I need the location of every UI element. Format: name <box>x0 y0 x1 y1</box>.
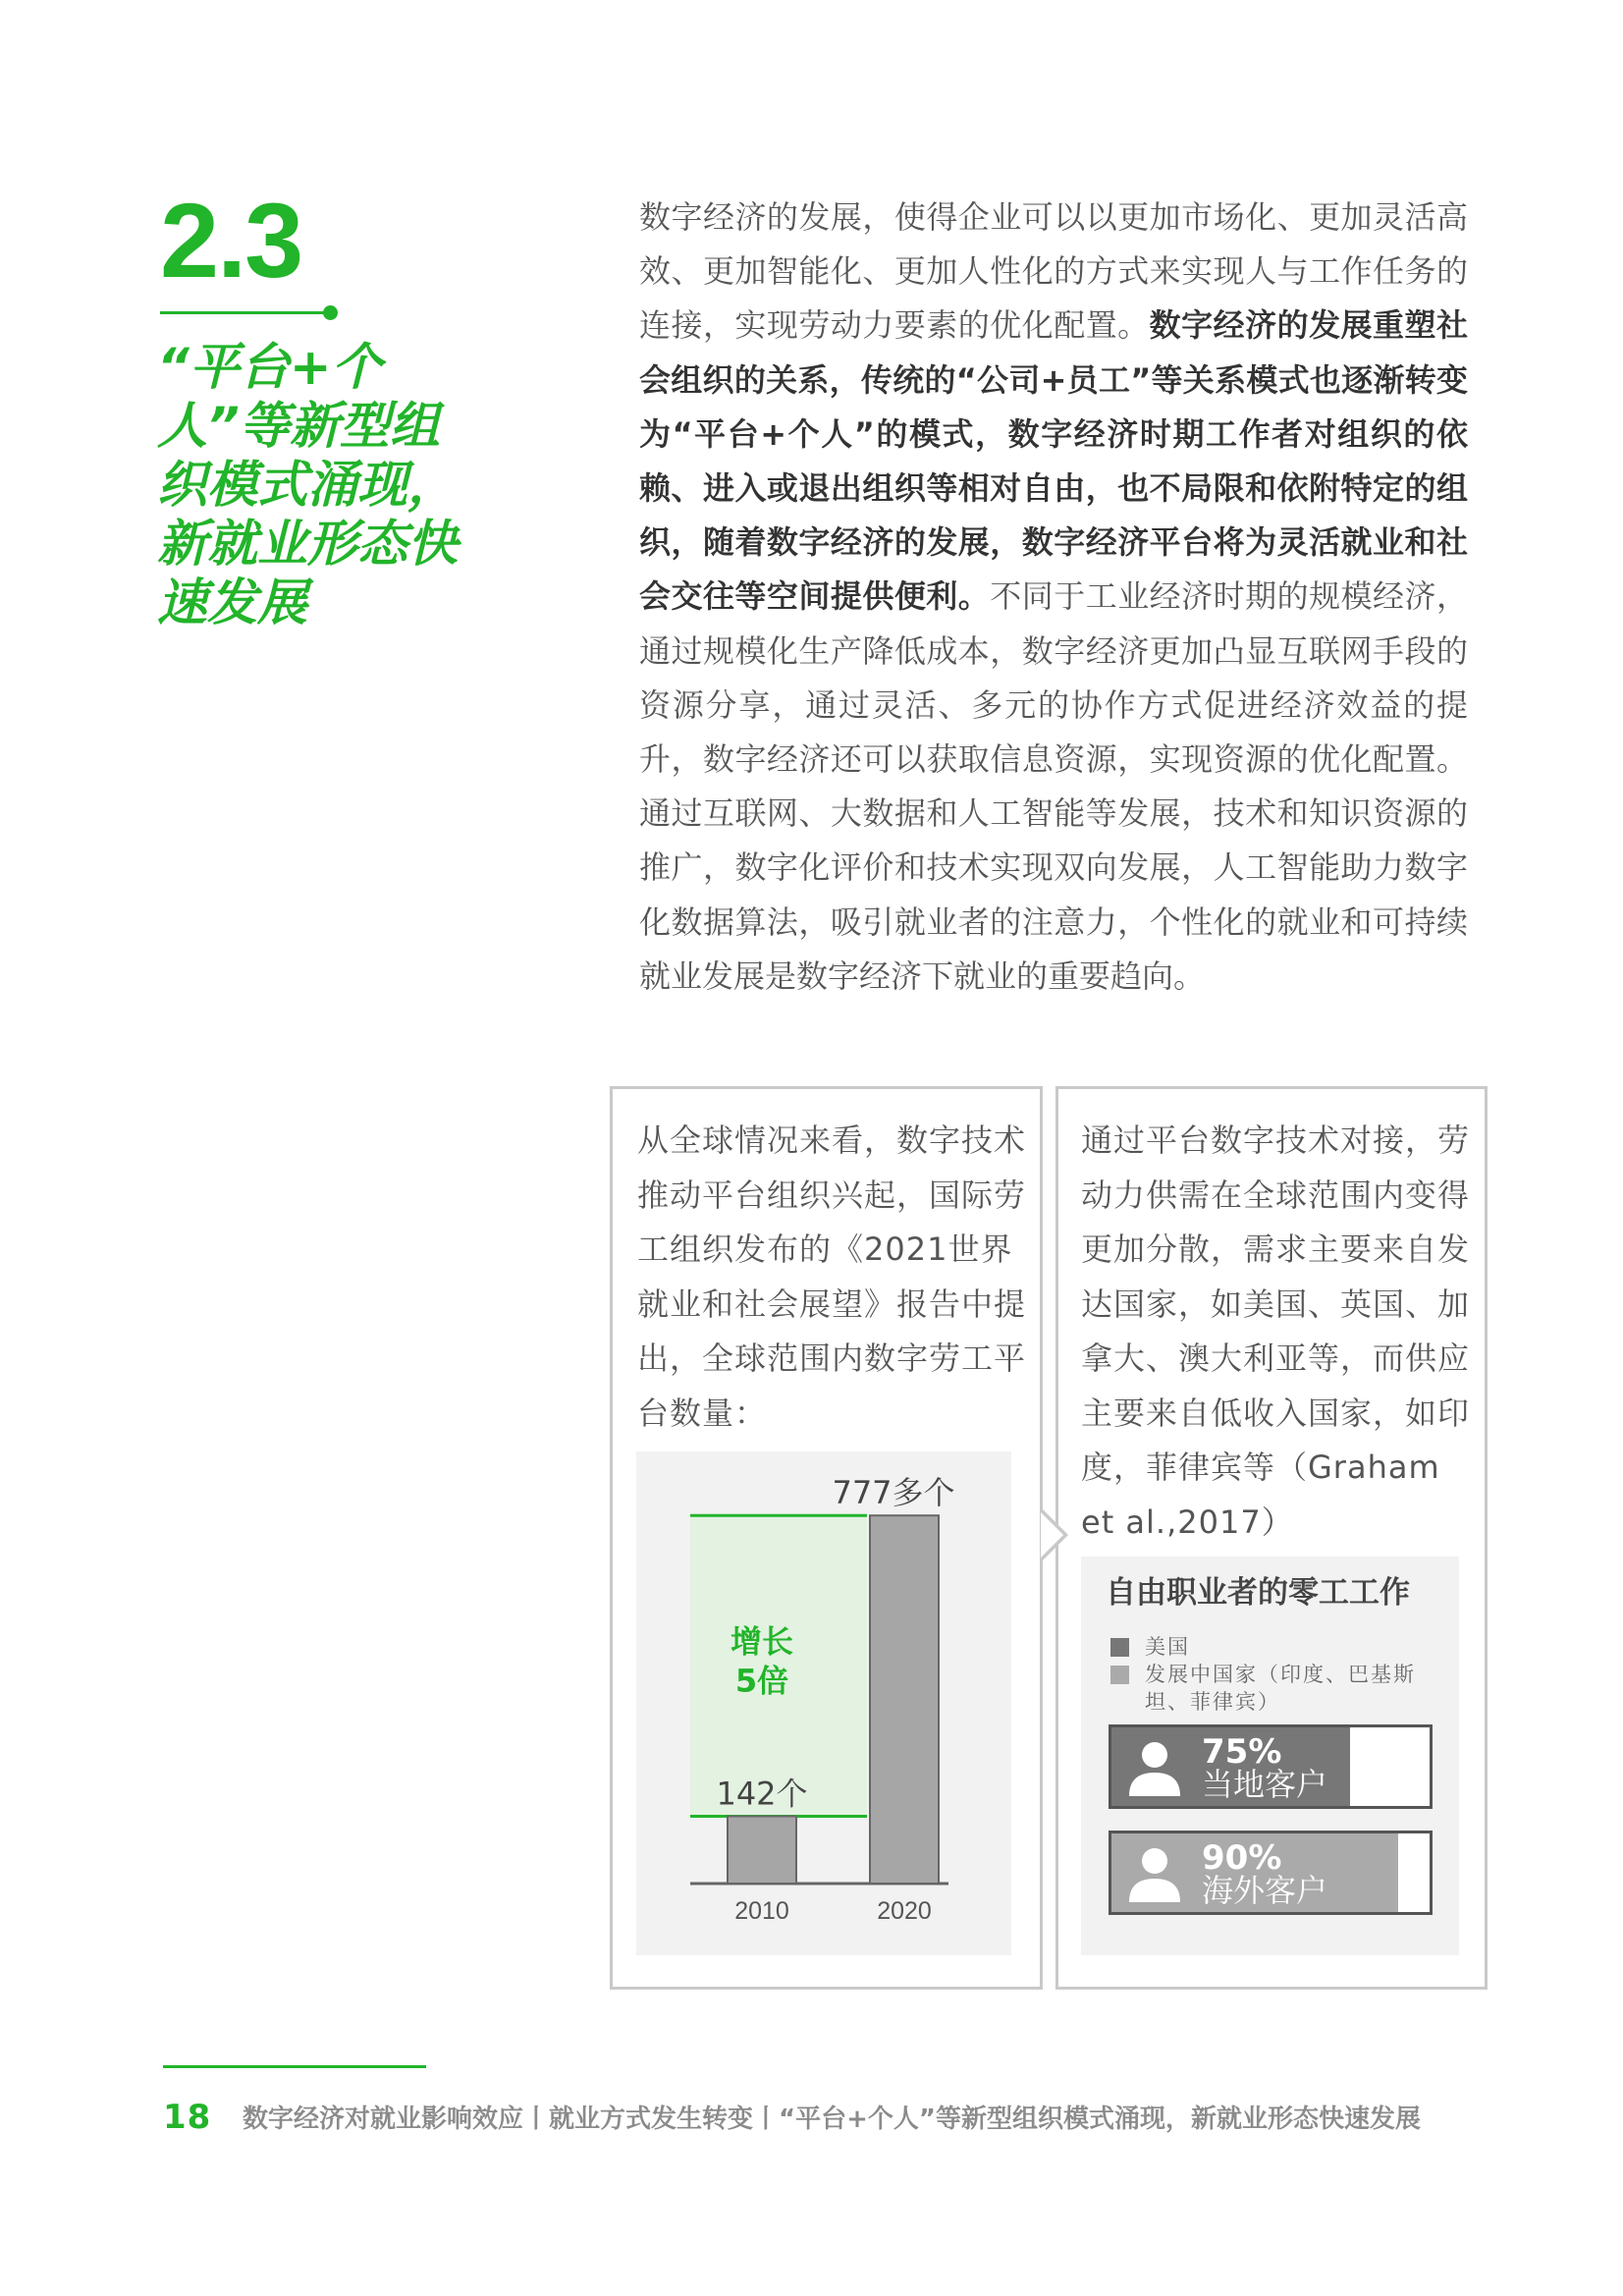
overseas-clients-bar <box>1109 1831 1433 1915</box>
body-rest: 不同于工业经济时期的规模经济，通过规模化生产降低成本，数字经济更加凸显互联网手段的资源分享，通过灵活、多元的协作方式促进经济效益的提升，数字经济还可以获取信息资源，实现资源的优化配置。通过互联网、大数据和人工智能等发展，技术和知识资源的推广，数字化评价和技术实现双向发展，人工智能助力数字化数据算法，吸引就业者的注意力，个性化的就业和可持续就业发展是数字经济下就业的重要趋向。 <box>639 577 1468 995</box>
x-tick-2020: 2020 <box>877 1897 932 1925</box>
legend-label-us: 美国 <box>1145 1635 1190 1659</box>
person-icon <box>1127 1739 1182 1798</box>
overseas-clients-label: 海外客户 <box>1202 1872 1328 1909</box>
body-intro: 数字经济的发展，使得企业可以以更加市场化、更加灵活高效、更加智能化、更加人性化的方式来实现人与工作任务的连接，实现劳动力要素的优化配置。 <box>639 198 1468 345</box>
bar-2010 <box>728 1817 796 1884</box>
local-clients-label: 当地客户 <box>1202 1766 1328 1803</box>
page-number: 18 <box>163 2098 212 2137</box>
growth-annotation-line2: 5倍 <box>734 1662 789 1700</box>
callout-arrow-inner <box>1041 1512 1063 1558</box>
platform-count-chart <box>636 1451 1011 1955</box>
callout-right-text: 通过平台数字技术对接，劳动力供需在全球范围内变得更加分散，需求主要来自发达国家，如美国、英国、加拿大、澳大利亚等，而供应主要来自低收入国家，如印度，菲律宾等（Graham et al.,2017） <box>1081 1121 1471 1541</box>
body-bold: 数字经济的发展重塑社会组织的关系，传统的“公司+员工”等关系模式也逐渐转变为“平台+个人”的模式，数字经济时期工作者对组织的依赖、进入或退出组织等相对自由，也不局限和依附特定的组织，随着数字经济的发展，数字经济平台将为灵活就业和社会交往等空间提供便利。 <box>639 306 1468 616</box>
x-tick-2010: 2010 <box>734 1897 789 1925</box>
legend-swatch-developing <box>1110 1666 1129 1684</box>
data-label-2020: 777多个 <box>832 1474 955 1512</box>
section-number: 2.3 <box>160 181 302 300</box>
person-icon <box>1127 1845 1182 1904</box>
footer-rule <box>163 2065 426 2068</box>
local-clients-bar <box>1109 1724 1433 1809</box>
footer-breadcrumb: 数字经济对就业影响效应丨就业方式发生转变丨“平台+个人”等新型组织模式涌现，新就业形态快速发展 <box>243 2105 1421 2134</box>
body-paragraph <box>639 191 1468 1004</box>
section-rule <box>160 311 333 314</box>
bar-2020 <box>870 1515 939 1884</box>
overseas-clients-percent: 90% <box>1202 1838 1282 1878</box>
section-rule-dot <box>323 305 338 320</box>
growth-annotation-line1: 增长 <box>730 1622 794 1661</box>
freelance-title: 自由职业者的零工工作 <box>1106 1575 1410 1611</box>
local-clients-percent: 75% <box>1202 1732 1282 1772</box>
data-label-2010: 142个 <box>716 1775 808 1813</box>
callout-left-text: 从全球情况来看，数字技术推动平台组织兴起，国际劳工组织发布的《2021世界就业和社会展望》报告中提出，全球范围内数字劳工平台数量： <box>637 1121 1027 1432</box>
legend-label-developing: 发展中国家（印度、巴基斯坦、菲律宾） <box>1145 1663 1416 1714</box>
section-title: “平台+个人”等新型组织模式涌现，新就业形态快速发展 <box>157 339 459 632</box>
legend-swatch-us <box>1110 1638 1129 1657</box>
